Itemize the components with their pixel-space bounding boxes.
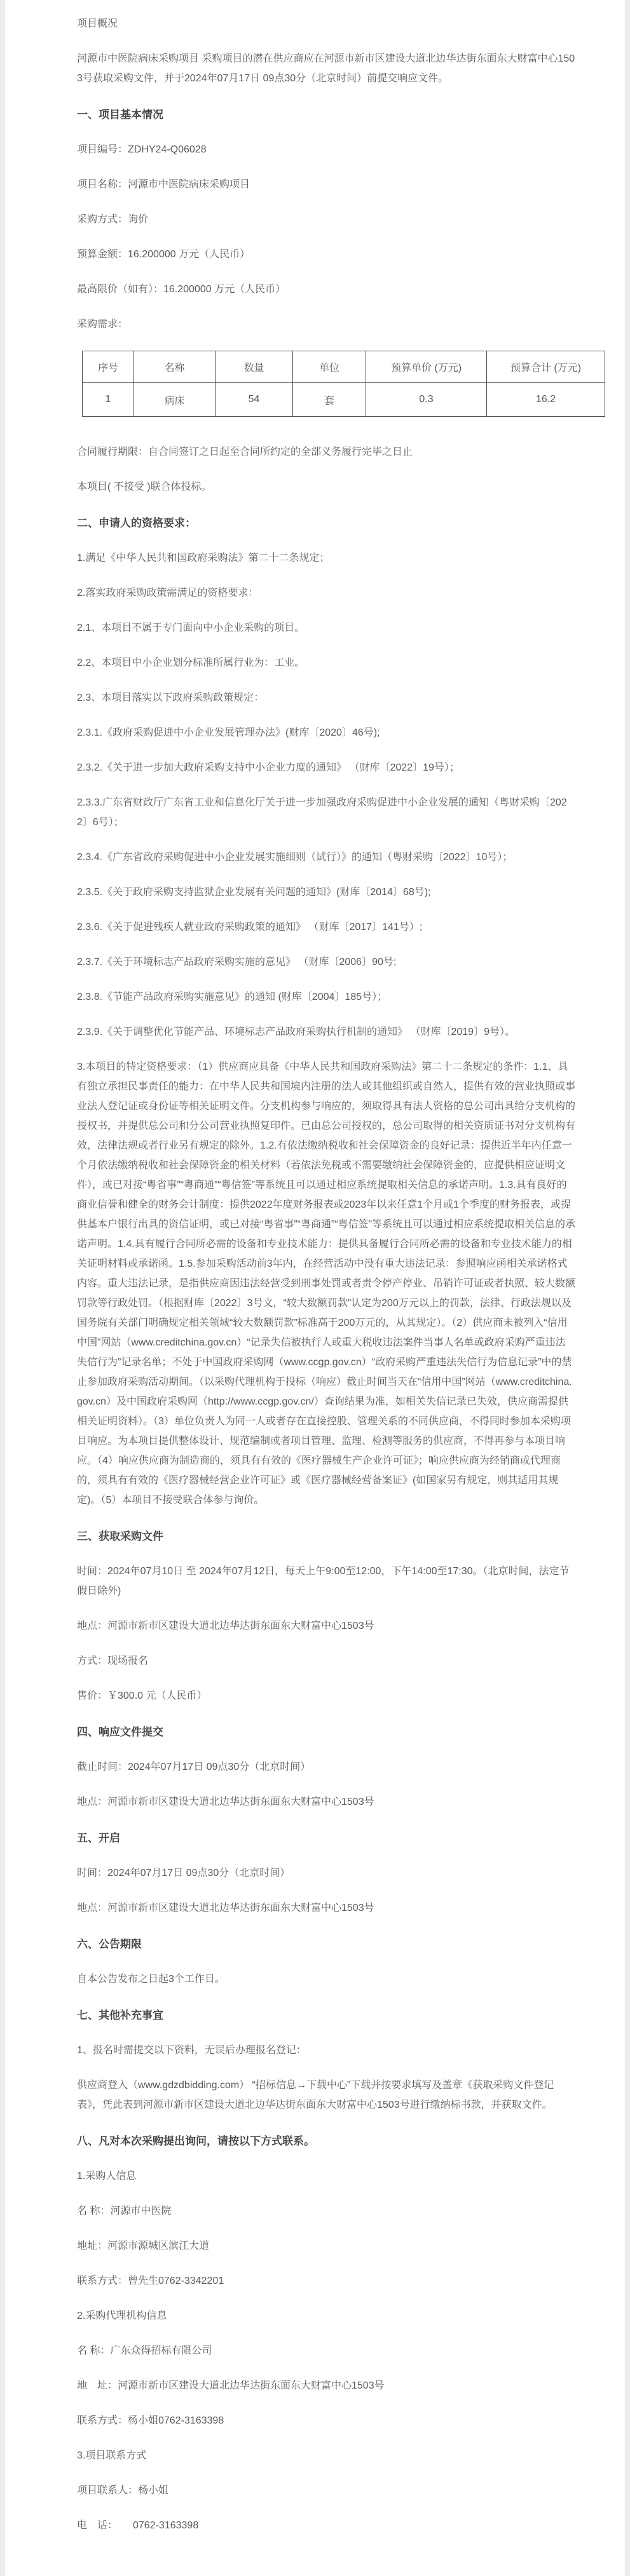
paragraph: 项目编号：ZDHY24-Q06028 bbox=[77, 144, 207, 155]
paragraph: 自本公告发布之日起3个工作日。 bbox=[77, 1974, 225, 1985]
paragraph: 2.3、本项目落实以下政府采购政策规定： bbox=[77, 692, 264, 703]
paragraph: 联系方式：杨小姐0762-3163398 bbox=[77, 2415, 224, 2426]
paragraph: 项目联系人：杨小姐 bbox=[77, 2485, 169, 2496]
paragraph: 地 址：河源市新市区建设大道北边华达街东面东大财富中心1503号 bbox=[77, 2380, 385, 2391]
paragraph: 2.3.5.《关于政府采购支持监狱企业发展有关问题的通知》(财库〔2014〕68号); bbox=[77, 887, 431, 898]
paragraph: 2.1、本项目不属于专门面向中小企业采购的项目。 bbox=[77, 623, 305, 633]
paragraph: 2.3.9.《关于调整优化节能产品、环境标志产品政府采购执行机制的通知》 （财库〔2019〕9号）。 bbox=[77, 1027, 515, 1037]
table-row bbox=[83, 383, 605, 417]
paragraph: 2.3.6.《关于促进残疾人就业政府采购政策的通知》 （财库〔2017〕141号）; bbox=[77, 922, 423, 933]
paragraph: 3.项目联系方式 bbox=[77, 2450, 147, 2461]
paragraph: 本项目( 不接受 )联合体投标。 bbox=[77, 482, 212, 492]
table-cell: 病床 bbox=[134, 383, 216, 417]
paragraph: 项目名称：河源市中医院病床采购项目 bbox=[77, 179, 250, 190]
section-heading: 七、其他补充事宜 bbox=[77, 2009, 163, 2021]
paragraph: 1、报名时需提交以下资料，无误后办理报名登记： bbox=[77, 2045, 306, 2056]
section-heading: 八、凡对本次采购提出询问，请按以下方式联系。 bbox=[77, 2135, 315, 2147]
paragraph: 电 话： 0762-3163398 bbox=[77, 2520, 199, 2531]
paragraph: 2.采购代理机构信息 bbox=[77, 2310, 167, 2321]
paragraph: 2.3.2.《关于进一步加大政府采购支持中小企业力度的通知》 （财库〔2022〕19号）； bbox=[77, 762, 460, 773]
section-heading: 六、公告期限 bbox=[77, 1938, 142, 1950]
table-header-row bbox=[83, 351, 605, 383]
paragraph: 2.落实政府采购政策需满足的资格要求： bbox=[77, 588, 259, 598]
paragraph: 最高限价（如有）：16.200000 万元（人民币） bbox=[77, 284, 286, 295]
table-header-cell: 序号 bbox=[83, 351, 134, 383]
paragraph: 预算金额：16.200000 万元（人民币） bbox=[77, 249, 250, 260]
paragraph: 截止时间：2024年07月17日 09点30分（北京时间） bbox=[77, 1762, 311, 1772]
table-header-cell: 单位 bbox=[293, 351, 366, 383]
section-heading: 五、开启 bbox=[77, 1832, 120, 1844]
table-cell: 1 bbox=[83, 383, 134, 417]
paragraph: 2.2、本项目中小企业划分标准所属行业为：工业。 bbox=[77, 657, 305, 668]
paragraph: 名 称：河源市中医院 bbox=[77, 2206, 172, 2216]
table-header-cell: 预算单价 (万元) bbox=[366, 351, 487, 383]
intro-paragraph: 河源市中医院病床采购项目 采购项目的潜在供应商应在河源市新市区建设大道北边华达街东面东大财富中心1503号获取采购文件，并于2024年07月17日 09点30分（北京时间）前提交响应文件。 bbox=[77, 53, 575, 84]
table-header-cell: 名称 bbox=[134, 351, 216, 383]
table-cell: 16.2 bbox=[487, 383, 605, 417]
section-heading: 二、申请人的资格要求： bbox=[77, 517, 196, 529]
overview-title: 项目概况 bbox=[77, 18, 118, 29]
paragraph: 联系方式：曾先生0762-3342201 bbox=[77, 2276, 224, 2286]
section-heading: 一、项目基本情况 bbox=[77, 109, 163, 121]
paragraph: 时间：2024年07月17日 09点30分（北京时间） bbox=[77, 1868, 291, 1878]
paragraph: 2.3.4.《广东省政府采购促进中小企业发展实施细则（试行）》的通知（粤财采购〔2022〕10号）； bbox=[77, 852, 513, 863]
paragraph: 供应商登入（www.gdzdbidding.com） “招标信息→下载中心”下载并按要求填写及盖章《获取采购文件登记表》，凭此表到河源市新市区建设大道北边华达街东面东大财富中心1503号进行缴纳标书款，并获取文件。 bbox=[77, 2080, 554, 2110]
paragraph: 地址：河源市源城区滨江大道 bbox=[77, 2241, 210, 2251]
paragraph: 名 称：广东众得招标有限公司 bbox=[77, 2345, 212, 2356]
procurement-announcement-page bbox=[5, 0, 625, 2576]
table-cell: 54 bbox=[216, 383, 293, 417]
paragraph: 地点：河源市新市区建设大道北边华达街东面东大财富中心1503号 bbox=[77, 1621, 374, 1631]
paragraph: 采购方式：询价 bbox=[77, 214, 149, 225]
table-header-cell: 数量 bbox=[216, 351, 293, 383]
paragraph: 采购需求： bbox=[77, 319, 128, 330]
paragraph: 地点：河源市新市区建设大道北边华达街东面东大财富中心1503号 bbox=[77, 1797, 374, 1807]
paragraph: 2.3.7.《关于环境标志产品政府采购实施的意见》 （财库〔2006〕90号; bbox=[77, 957, 397, 968]
paragraph: 时间：2024年07月10日 至 2024年07月12日，每天上午9:00至12:00，下午14:00至17:30。（北京时间，法定节假日除外) bbox=[77, 1566, 570, 1596]
paragraph: 方式：现场报名 bbox=[77, 1656, 149, 1666]
section-heading: 四、响应文件提交 bbox=[77, 1726, 163, 1738]
paragraph: 2.3.8.《节能产品政府采购实施意见》的通知 (财库〔2004〕185号）； bbox=[77, 992, 388, 1002]
paragraph: 地点：河源市新市区建设大道北边华达街东面东大财富中心1503号 bbox=[77, 1903, 374, 1913]
table-header-cell: 预算合计 (万元) bbox=[487, 351, 605, 383]
paragraph: 2.3.1.《政府采购促进中小企业发展管理办法》(财库〔2020〕46号); bbox=[77, 727, 380, 738]
table-cell: 套 bbox=[293, 383, 366, 417]
paragraph: 3.本项目的特定资格要求：（1）供应商应具备《中华人民共和国政府采购法》第二十二条规定的条件：1.1、具有独立承担民事责任的能力：在中华人民共和国境内注册的法人或其他组织或自然人，提供有效的营业执照或事业法人登记证或身份证等相关证明文件。分支机构参与响应的，须取得具有法人资格的总公司出具给分支机构的授权书，并提供总公司和分公司营业执照复印件。已由总公司授权的，总公司取得的相关资质证书对分支机构有效，法律法规或者行业另有规定的除外。1.2.有依法缴纳税收和社会保障资金的良好记录：提供近半年内任意一个月依法缴纳税收和社会保障资金的相关材料（若依法免税或不需要缴纳社会保障资金的，应提供相应证明文件），或已对接“粤省事”“粤商通”“粤信签”等系统且可以通过相应系统提取相关信息的承诺声明。1.3.具有良好的商业信誉和健全的财务会计制度：提供2022年度财务报表或2023年以来任意1个月或1个季度的财务报表，或提供基本户银行出具的资信证明，或已对接“粤省事”“粤商通”“粤信签”等系统且可以通过相应系统提取相关信息的承诺声明。1.4.具有履行合同所必需的设备和专业技术能力：提供具备履行合同所必需的设备和专业技术能力的相关证明材料或承诺函。1.5.参加采购活动前3年内，在经营活动中没有重大违法记录：参照响应函相关承诺格式内容。重大违法记录，是指供应商因违法经营受到刑事处罚或者责令停产停业、吊销许可证或者执照、较大数额罚款等行政处罚。（根据财库〔2022〕3号文，“较大数额罚款”认定为200万元以上的罚款，法律、行政法规以及国务院有关部门明确规定相关领域“较大数额罚款”标准高于200万元的，从其规定）。（2）供应商未被列入“信用中国”网站（www.creditchina.gov.cn）“记录失信被执行人或重大税收违法案件当事人名单或政府采购严重违法失信行为”记录名单；不处于中国政府采购网（www.ccgp.gov.cn）“政府采购严重违法失信行为信息记录”中的禁止参加政府采购活动期间。（以采购代理机构于投标（响应）截止时间当天在“信用中国”网站（www.creditchina.gov.cn）及中国政府采购网（http://www.ccgp.gov.cn/）查询结果为准，如相关失信记录已失效，供应商需提供相关证明资料）。（3）单位负责人为同一人或者存在直接控股、管理关系的不同供应商，不得同时参加本采购项目响应。为本项目提供整体设计、规范编制或者项目管理、监理、检测等服务的供应商，不得再参与本项目响应。（4）响应供应商为制造商的，须具有有效的《医疗器械生产企业许可证》；响应供应商为经销商或代理商的，须具有有效的《医疗器械经营企业许可证》或《医疗器械经营备案证》(如国家另有规定，则其适用其规定)。（5）本项目不接受联合体参与询价。 bbox=[77, 1062, 576, 1506]
paragraph: 售价：￥300.0 元（人民币） bbox=[77, 1690, 207, 1701]
paragraph: 1.满足《中华人民共和国政府采购法》第二十二条规定； bbox=[77, 553, 330, 563]
paragraph: 合同履行期限：自合同签订之日起至合同所约定的全部义务履行完毕之日止 bbox=[77, 447, 413, 457]
document-body bbox=[77, 105, 582, 2535]
procurement-requirements-table bbox=[82, 351, 605, 417]
table-cell: 0.3 bbox=[366, 383, 487, 417]
section-heading: 三、获取采购文件 bbox=[77, 1530, 163, 1542]
paragraph: 1.采购人信息 bbox=[77, 2171, 137, 2182]
paragraph: 2.3.3.广东省财政厅广东省工业和信息化厅关于进一步加强政府采购促进中小企业发展的通知（粤财采购〔2022〕6号）； bbox=[77, 797, 567, 828]
